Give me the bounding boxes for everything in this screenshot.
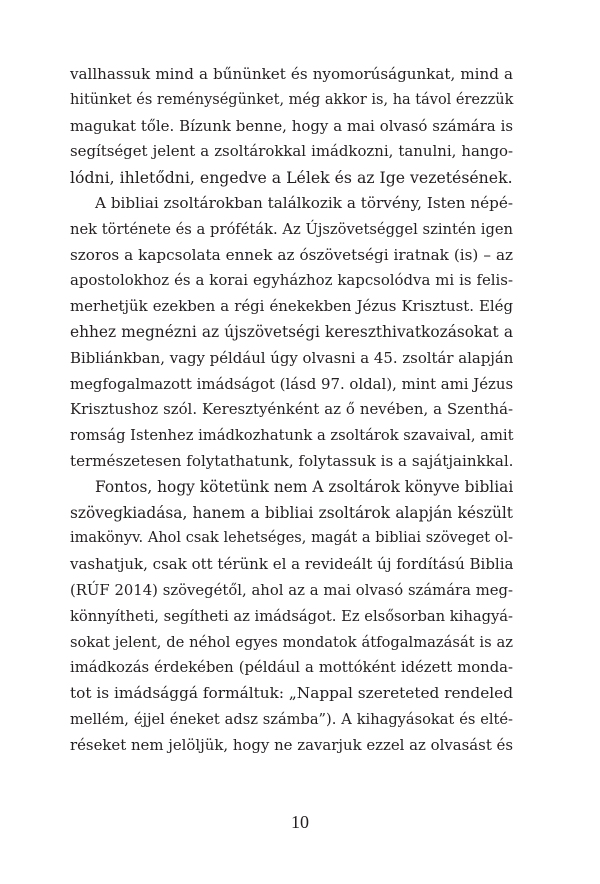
- text-line: réseket nem jelöljük, hogy ne zavarjuk ezzel az olvasást és: [70, 735, 513, 754]
- page-body: [70, 62, 513, 759]
- text-line: megfogalmazott imádságot (lásd 97. oldal), mint ami Jézus: [70, 374, 514, 393]
- text-line: sokat jelent, de néhol egyes mondatok átfogalmazását is az: [70, 633, 513, 651]
- page-number: 10: [291, 812, 309, 832]
- text-line: természetesen folytathatunk, folytassuk is a sajátjainkkal.: [70, 451, 514, 470]
- text-line: Bibliánkban, vagy például úgy olvasni a 45. zsoltár alapján: [70, 348, 514, 367]
- text-line: romság Istenhez imádkozhatunk a zsoltárok szavaival, amit: [70, 427, 514, 445]
- text-line: vallhassuk mind a bűnünket és nyomorúságunkat, mind a: [70, 65, 513, 83]
- text-line: könnyítheti, segítheti az imádságot. Ez elsősorban kihagyá-: [70, 607, 513, 625]
- text-line: apostolokhoz és a korai egyházhoz kapcsolódva mi is felis-: [70, 271, 513, 290]
- text-line: merhetjük ezekben a régi énekekben Jézus Krisztust. Elég: [70, 297, 513, 316]
- text-line: imakönyv. Ahol csak lehetséges, magát a bibliai szöveget ol-: [70, 530, 513, 547]
- text-line: ehhez megnézni az újszövetségi kereszthivatkozásokat a: [70, 322, 513, 341]
- text-line: Fontos, hogy kötetünk nem A zsoltárok könyve bibliai: [95, 477, 514, 496]
- text-line: segítséget jelent a zsoltárokkal imádkozni, tanulni, hango-: [70, 142, 513, 161]
- text-line: imádkozás érdekében (például a mottóként idézett monda-: [70, 659, 513, 677]
- text-line: (RÚF 2014) szövegétől, ahol az a mai olvasó számára meg-: [70, 581, 513, 599]
- text-line: nek története és a próféták. Az Újszövetséggel szintén igen: [70, 220, 513, 238]
- text-line: Krisztushoz szól. Keresztyénként az ő nevében, a Szenthá-: [70, 400, 513, 419]
- text-line: szövegkiadása, hanem a bibliai zsoltárok alapján készült: [70, 503, 513, 522]
- text-line: hitünket és reménységünket, még akkor is, ha távol érezzük: [70, 91, 514, 108]
- paragraph-3: [70, 475, 513, 759]
- text-line: tot is imádsággá formáltuk: „Nappal szereteted rendeled: [70, 684, 513, 703]
- paragraph-2: [70, 191, 513, 475]
- text-line: vashatjuk, csak ott térünk el a revideált új fordítású Biblia: [70, 555, 514, 574]
- text-line: magukat tőle. Bízunk benne, hogy a mai olvasó számára is: [70, 116, 513, 135]
- paragraph-1: [70, 62, 513, 191]
- text-line: A bibliai zsoltárokban találkozik a törvény, Isten népé-: [95, 193, 513, 212]
- text-line: mellém, éjjel éneket adsz számba”). A kihagyásokat és elté-: [70, 710, 513, 728]
- text-line: lódni, ihletődni, engedve a Lélek és az Ige vezetésének.: [70, 168, 513, 188]
- text-line: szoros a kapcsolata ennek az ószövetségi iratnak (is) – az: [70, 245, 513, 264]
